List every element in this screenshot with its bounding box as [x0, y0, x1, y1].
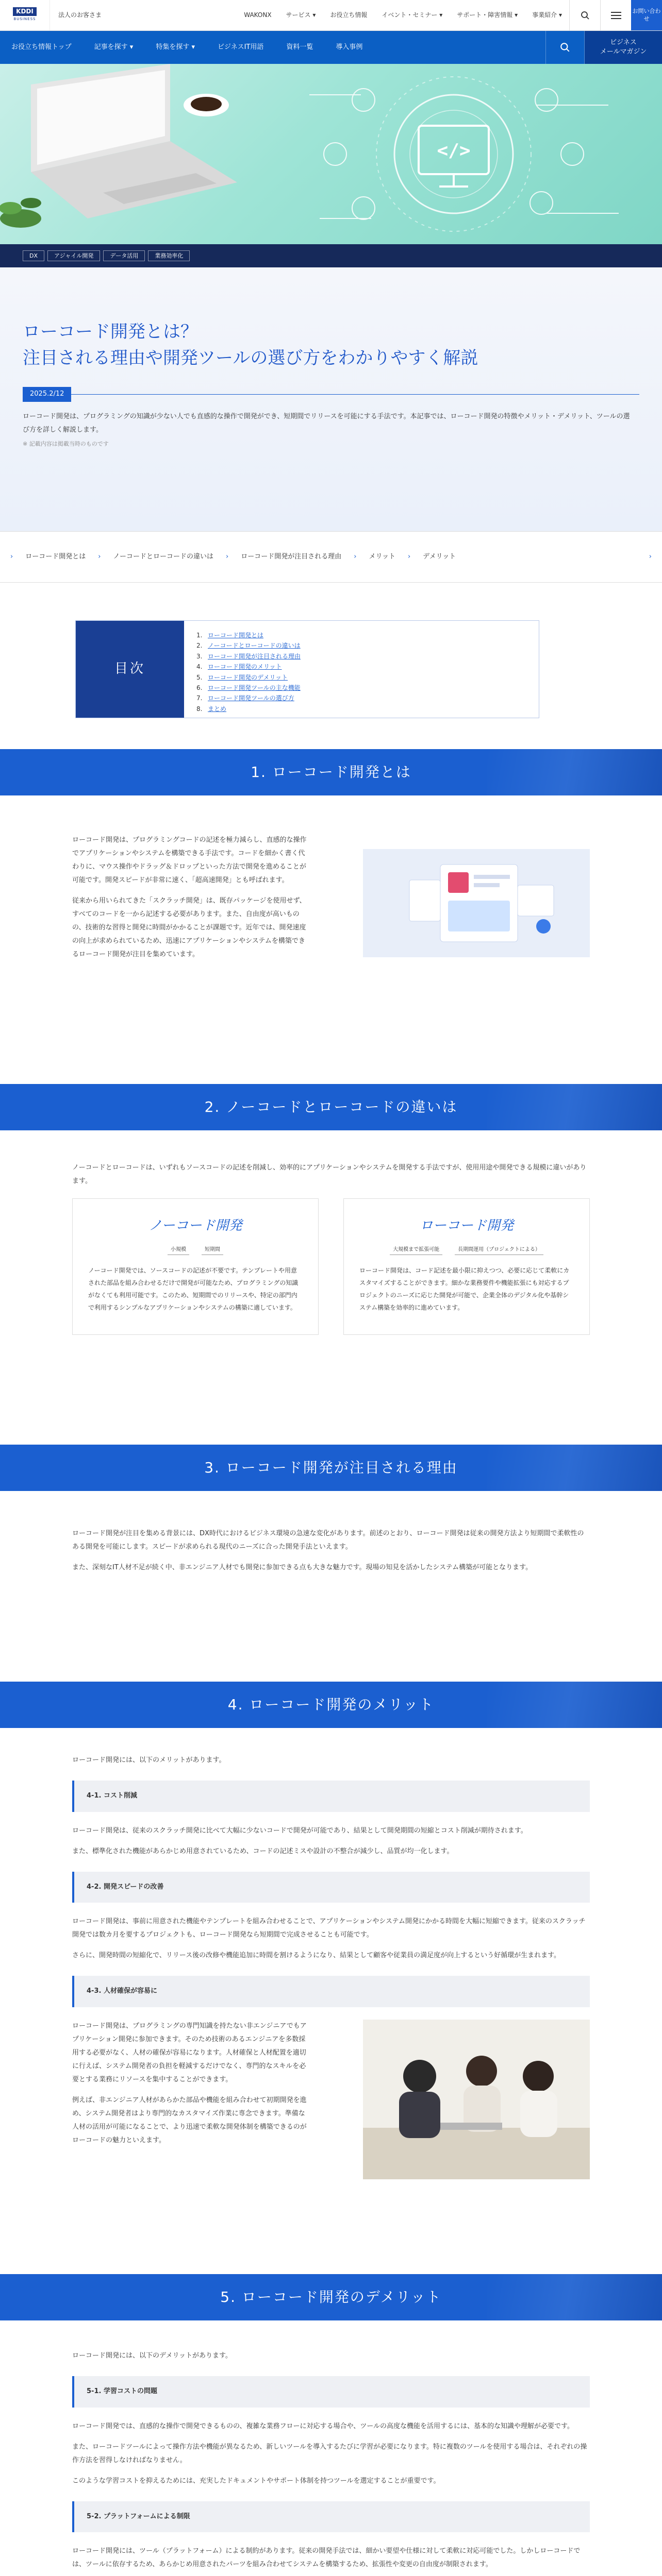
- kddi-logo[interactable]: [0, 0, 49, 30]
- paragraph: ローコード開発は、プログラミングの専門知識を持たない非エンジニアでもアプリケーション開発に参加できます。そのため技術のあるエンジニアを多数採用する必要がなく、人材の確保が容易になります。人材確保と人材配置を適切に行えば、システム開発者の負担を軽減するだけでなく、専門的なスキルを必要とする業務にリソースを集中することができます。: [72, 2022, 307, 2084]
- chevron-right-icon: ›: [354, 552, 357, 561]
- subnav-top[interactable]: お役立ち情報トップ: [11, 43, 72, 51]
- section-heading-5: 5. ローコード開発のデメリット: [0, 2274, 662, 2320]
- comparison-cards: [72, 1198, 590, 1335]
- paragraph: ローコード開発が注目を集める背景には、DX時代におけるビジネス環境の急速な変化があります。前述のとおり、ローコード開発は従来の開発方法より短期間で柔軟性のある開発を可能にします。スピードが求められる現代のニーズに合った開発手法といえます。: [72, 1530, 584, 1551]
- paragraph: 例えば、非エンジニア人材があらかた部品や機能を組み合わせて初期開発を進め、システム開発者はより専門的なカスタマイズ作業に専念できます。準備な人材の活用が可能になることで、より迅速で柔軟な開発体制を構築できるのがローコードの魅力といえます。: [72, 2096, 307, 2145]
- section-heading-3: 3. ローコード開発が注目される理由: [0, 1445, 662, 1491]
- card-title: ローコード開発: [419, 1218, 514, 1233]
- section-3-body: [0, 1491, 662, 1682]
- subnav-documents[interactable]: 資料一覧: [286, 43, 313, 51]
- nav-useful-info[interactable]: お役立ち情報: [330, 11, 368, 19]
- section-heading-4: 4. ローコード開発のメリット: [0, 1682, 662, 1728]
- chevron-right-icon: ›: [226, 552, 229, 561]
- article-lead: ローコード開発は、プログラミングの知識が少ない人でも直感的な操作で開発ができ、短期間でリリースを可能にする手法です。本記事では、ローコード開発の特徴やメリット・デメリット、ツールの選び方を詳しく解説します。: [23, 412, 630, 434]
- paragraph: ローコード開発は、従来のスクラッチ開発に比べて大幅に少ないコードで開発が可能であり、結果として開発期間の短縮とコスト削減が期待されます。: [72, 1826, 527, 1835]
- section-5-body: [0, 2320, 662, 2576]
- section-4-body: [0, 1728, 662, 2274]
- logo-text: KDDI: [13, 7, 37, 16]
- toc-heading: 目次: [76, 621, 184, 718]
- search-icon: [581, 11, 590, 20]
- toc-item[interactable]: 4. ローコード開発のメリット: [196, 663, 282, 671]
- nav-support[interactable]: サポート・障害情報 ▾: [457, 11, 518, 19]
- card-title: ノーコード開発: [148, 1218, 242, 1233]
- card-chip: 小規模: [168, 1245, 189, 1255]
- nav-wakonx[interactable]: WAKONX: [244, 11, 272, 19]
- card-chip: 短期間: [202, 1245, 223, 1255]
- subheading: 4-2. 開発スピードの改善: [72, 1872, 590, 1903]
- tocbar-item[interactable]: メリット: [369, 552, 395, 561]
- paragraph: ローコード開発は、プログラミングコードの記述を極力減らし、直感的な操作でアプリケーションやシステムを構築できる手法です。コードを細かく書く代わりに、マウス操作やドラッグ＆ドロップといった方法で開発を進めることが可能です。開発スピードが非常に速く、「超高速開発」とも呼ばれます。: [72, 836, 307, 884]
- hamburger-icon: [611, 11, 621, 20]
- toc-bar: [0, 531, 662, 583]
- section-2-body: [0, 1130, 662, 1445]
- publish-date: 2025.2/12: [23, 387, 71, 402]
- paragraph: ローコード開発では、直感的な操作で開発できるものの、複雑な業務フローに対応する場合や、ツールの高度な機能を活用するには、基本的な知識や理解が必要です。: [72, 2422, 574, 2430]
- nav-service[interactable]: サービス ▾: [286, 11, 316, 19]
- global-nav: [110, 0, 569, 30]
- toc-item[interactable]: 2. ノーコードとローコードの違いは: [196, 642, 301, 650]
- contact-button[interactable]: お問い合わせ: [631, 0, 662, 30]
- chevron-right-icon: ›: [407, 552, 411, 561]
- tag[interactable]: 業務効率化: [148, 250, 190, 261]
- header-search-button[interactable]: [569, 0, 600, 30]
- article-note: ※ 記載内容は掲載当時のものです: [23, 440, 109, 447]
- section-heading-2: 2. ノーコードとローコードの違いは: [0, 1084, 662, 1130]
- chevron-right-icon: ›: [649, 552, 652, 561]
- nav-business[interactable]: 事業紹介 ▾: [532, 11, 562, 19]
- paragraph: また、深刻なIT人材不足が続く中、非エンジニア人材でも開発に参加できる点も大きな魅力です。現場の知見を活かしたシステム構築が可能となります。: [72, 1564, 533, 1571]
- global-header: [0, 0, 662, 31]
- subnav-articles[interactable]: 記事を探す ▾: [94, 43, 134, 51]
- section-1-body: [0, 795, 662, 1084]
- toc-section: [0, 583, 662, 749]
- subheading: 5-1. 学習コストの問題: [72, 2376, 590, 2408]
- article-title: [23, 319, 639, 371]
- tocbar-item[interactable]: ノーコードとローコードの違いは: [113, 552, 214, 561]
- subnav-search-button[interactable]: [545, 31, 585, 64]
- tag[interactable]: DX: [23, 250, 44, 261]
- date-line: [23, 387, 639, 402]
- toc-item[interactable]: 7. ローコード開発ツールの選び方: [196, 694, 294, 702]
- tag-bar: [0, 244, 662, 267]
- toc-item[interactable]: 3. ローコード開発が注目される理由: [196, 652, 301, 660]
- sub-nav: [0, 31, 662, 64]
- subnav-glossary[interactable]: ビジネスIT用語: [218, 43, 264, 51]
- paragraph: ローコード開発には、以下のデメリットがあります。: [72, 2352, 232, 2360]
- toc-item[interactable]: 8. まとめ: [196, 705, 227, 713]
- paragraph: 従来から用いられてきた「スクラッチ開発」は、既存パッケージを使用せず、すべてのコードを一から記述する必要があります。また、自由度が高いものの、技術的な習得と開発に時間がかかることが課題です。近年では、開発速度の向上が求められているため、迅速にアプリケーションやシステムを構築できるローコード開発が注目を集めています。: [72, 897, 306, 958]
- laptop-image: [31, 64, 237, 218]
- header-menu-button[interactable]: [600, 0, 631, 30]
- office-team-photo: [363, 2020, 590, 2179]
- nav-events[interactable]: イベント・セミナー ▾: [382, 11, 443, 19]
- toc-item[interactable]: 6. ローコード開発ツールの主な機能: [196, 684, 301, 691]
- paragraph: このような学習コストを抑えるためには、充実したドキュメントやサポート体制を持つツールを選定することが重要です。: [72, 2477, 440, 2485]
- card-text: ノーコード開発では、ソースコードの記述が不要です。テンプレートや用意された部品を組み合わせるだけで開発が可能なため、プログラミングの知識がなくても利用可能です。このため、短期間でのリリースや、特定の部門内で利用するシンプルなアプリケーションやシステムの構築に適しています。: [88, 1267, 299, 1312]
- search-icon: [560, 42, 570, 53]
- monitor-icon: [419, 126, 489, 187]
- subheading: 4-1. コスト削減: [72, 1781, 590, 1812]
- tocbar-item[interactable]: ローコード開発とは: [25, 552, 86, 561]
- title-line-1: ローコード開発とは？: [23, 321, 198, 342]
- subheading: 4-3. 人材確保が容易に: [72, 1976, 590, 2007]
- corporate-link[interactable]: 法人のお客さま: [49, 0, 110, 30]
- paragraph: さらに、開発時間の短縮化で、リリース後の改修や機能追加に時間を割けるようになり、結果として顧客や従業員の満足度が向上するという好循環が生まれます。: [72, 1952, 561, 1960]
- tocbar-item[interactable]: ローコード開発が注目される理由: [241, 552, 342, 561]
- paragraph: ローコード開発には、以下のメリットがあります。: [72, 1756, 226, 1764]
- tag[interactable]: データ活用: [103, 250, 145, 261]
- code-symbol: </>: [437, 140, 471, 161]
- tag[interactable]: アジャイル開発: [47, 250, 100, 261]
- tocbar-item[interactable]: デメリット: [423, 552, 456, 561]
- chevron-right-icon: ›: [10, 552, 13, 561]
- toc-list: [196, 630, 526, 714]
- logo-sub: BUSINESS: [13, 17, 36, 22]
- paragraph: また、ローコードツールによって操作方法や機能が異なるため、新しいツールを導入するたびに学習が必要になります。特に複数のツールを使用する場合は、それぞれの操作方法を習得しなければなりません。: [72, 2443, 587, 2464]
- paragraph: ノーコードとローコードは、いずれもソースコードの記述を削減し、効率的にアプリケーションやシステムを開発する手法ですが、使用用途や開発できる規模に違いがあります。: [72, 1164, 587, 1185]
- coffee-cup-image: [184, 94, 229, 116]
- plant-image: [0, 198, 41, 228]
- paragraph: ローコード開発は、事前に用意された機能やテンプレートを組み合わせることで、アプリケーションやシステム開発にかかる時間を大幅に短縮できます。従来のスクラッチ開発では数カ月を要するプロジェクトも、ローコード開発なら短期間で完成させることも可能です。: [72, 1918, 586, 1939]
- subnav-cases[interactable]: 導入事例: [336, 43, 363, 51]
- subheading: 5-2. プラットフォームによる制限: [72, 2501, 590, 2533]
- article-header: [0, 267, 662, 531]
- title-line-2: 注目される理由や開発ツールの選び方をわかりやすく解説: [23, 348, 478, 368]
- mail-magazine-button[interactable]: ビジネス メールマガジン: [585, 31, 662, 64]
- nocode-card: [72, 1198, 319, 1335]
- card-chip: 長期間運用（プロジェクトによる）: [455, 1245, 543, 1255]
- section-heading-1: 1. ローコード開発とは: [0, 749, 662, 795]
- card-chip: 大規模まで拡張可能: [390, 1245, 442, 1255]
- subnav-features[interactable]: 特集を探す ▾: [156, 43, 195, 51]
- hero-image: [0, 64, 662, 244]
- lowcode-card: [343, 1198, 590, 1335]
- toc-item[interactable]: 5. ローコード開発のデメリット: [196, 673, 288, 681]
- paragraph: また、標準化された機能があらかじめ用意されているため、コードの記述ミスや設計の不整合が減少し、品質が均一化します。: [72, 1847, 454, 1855]
- chevron-right-icon: ›: [98, 552, 101, 561]
- toc-box: [75, 620, 539, 718]
- toc-item[interactable]: 1. ローコード開発とは: [196, 632, 264, 639]
- card-text: ローコード開発は、コード記述を最小限に抑えつつ、必要に応じて柔軟にカスタマイズすることができます。細かな業務要件や機能拡張にも対応するプロジェクトのニーズに応じた開発が可能で、企業全体のデジタル化や基幹システム構築を効率的に進めています。: [359, 1267, 570, 1312]
- lowcode-illustration: [363, 849, 590, 957]
- paragraph: ローコード開発には、ツール（プラットフォーム）による制約があります。従来の開発手法では、細かい要望や仕様に対して柔軟に対応可能でした。しかしローコードでは、ツールに依存するため、あらかじめ用意されたパーツを組み合わせてシステムを構築するため、拡張性や変更の自由度が制限されます。: [72, 2547, 581, 2569]
- divider: [71, 394, 639, 395]
